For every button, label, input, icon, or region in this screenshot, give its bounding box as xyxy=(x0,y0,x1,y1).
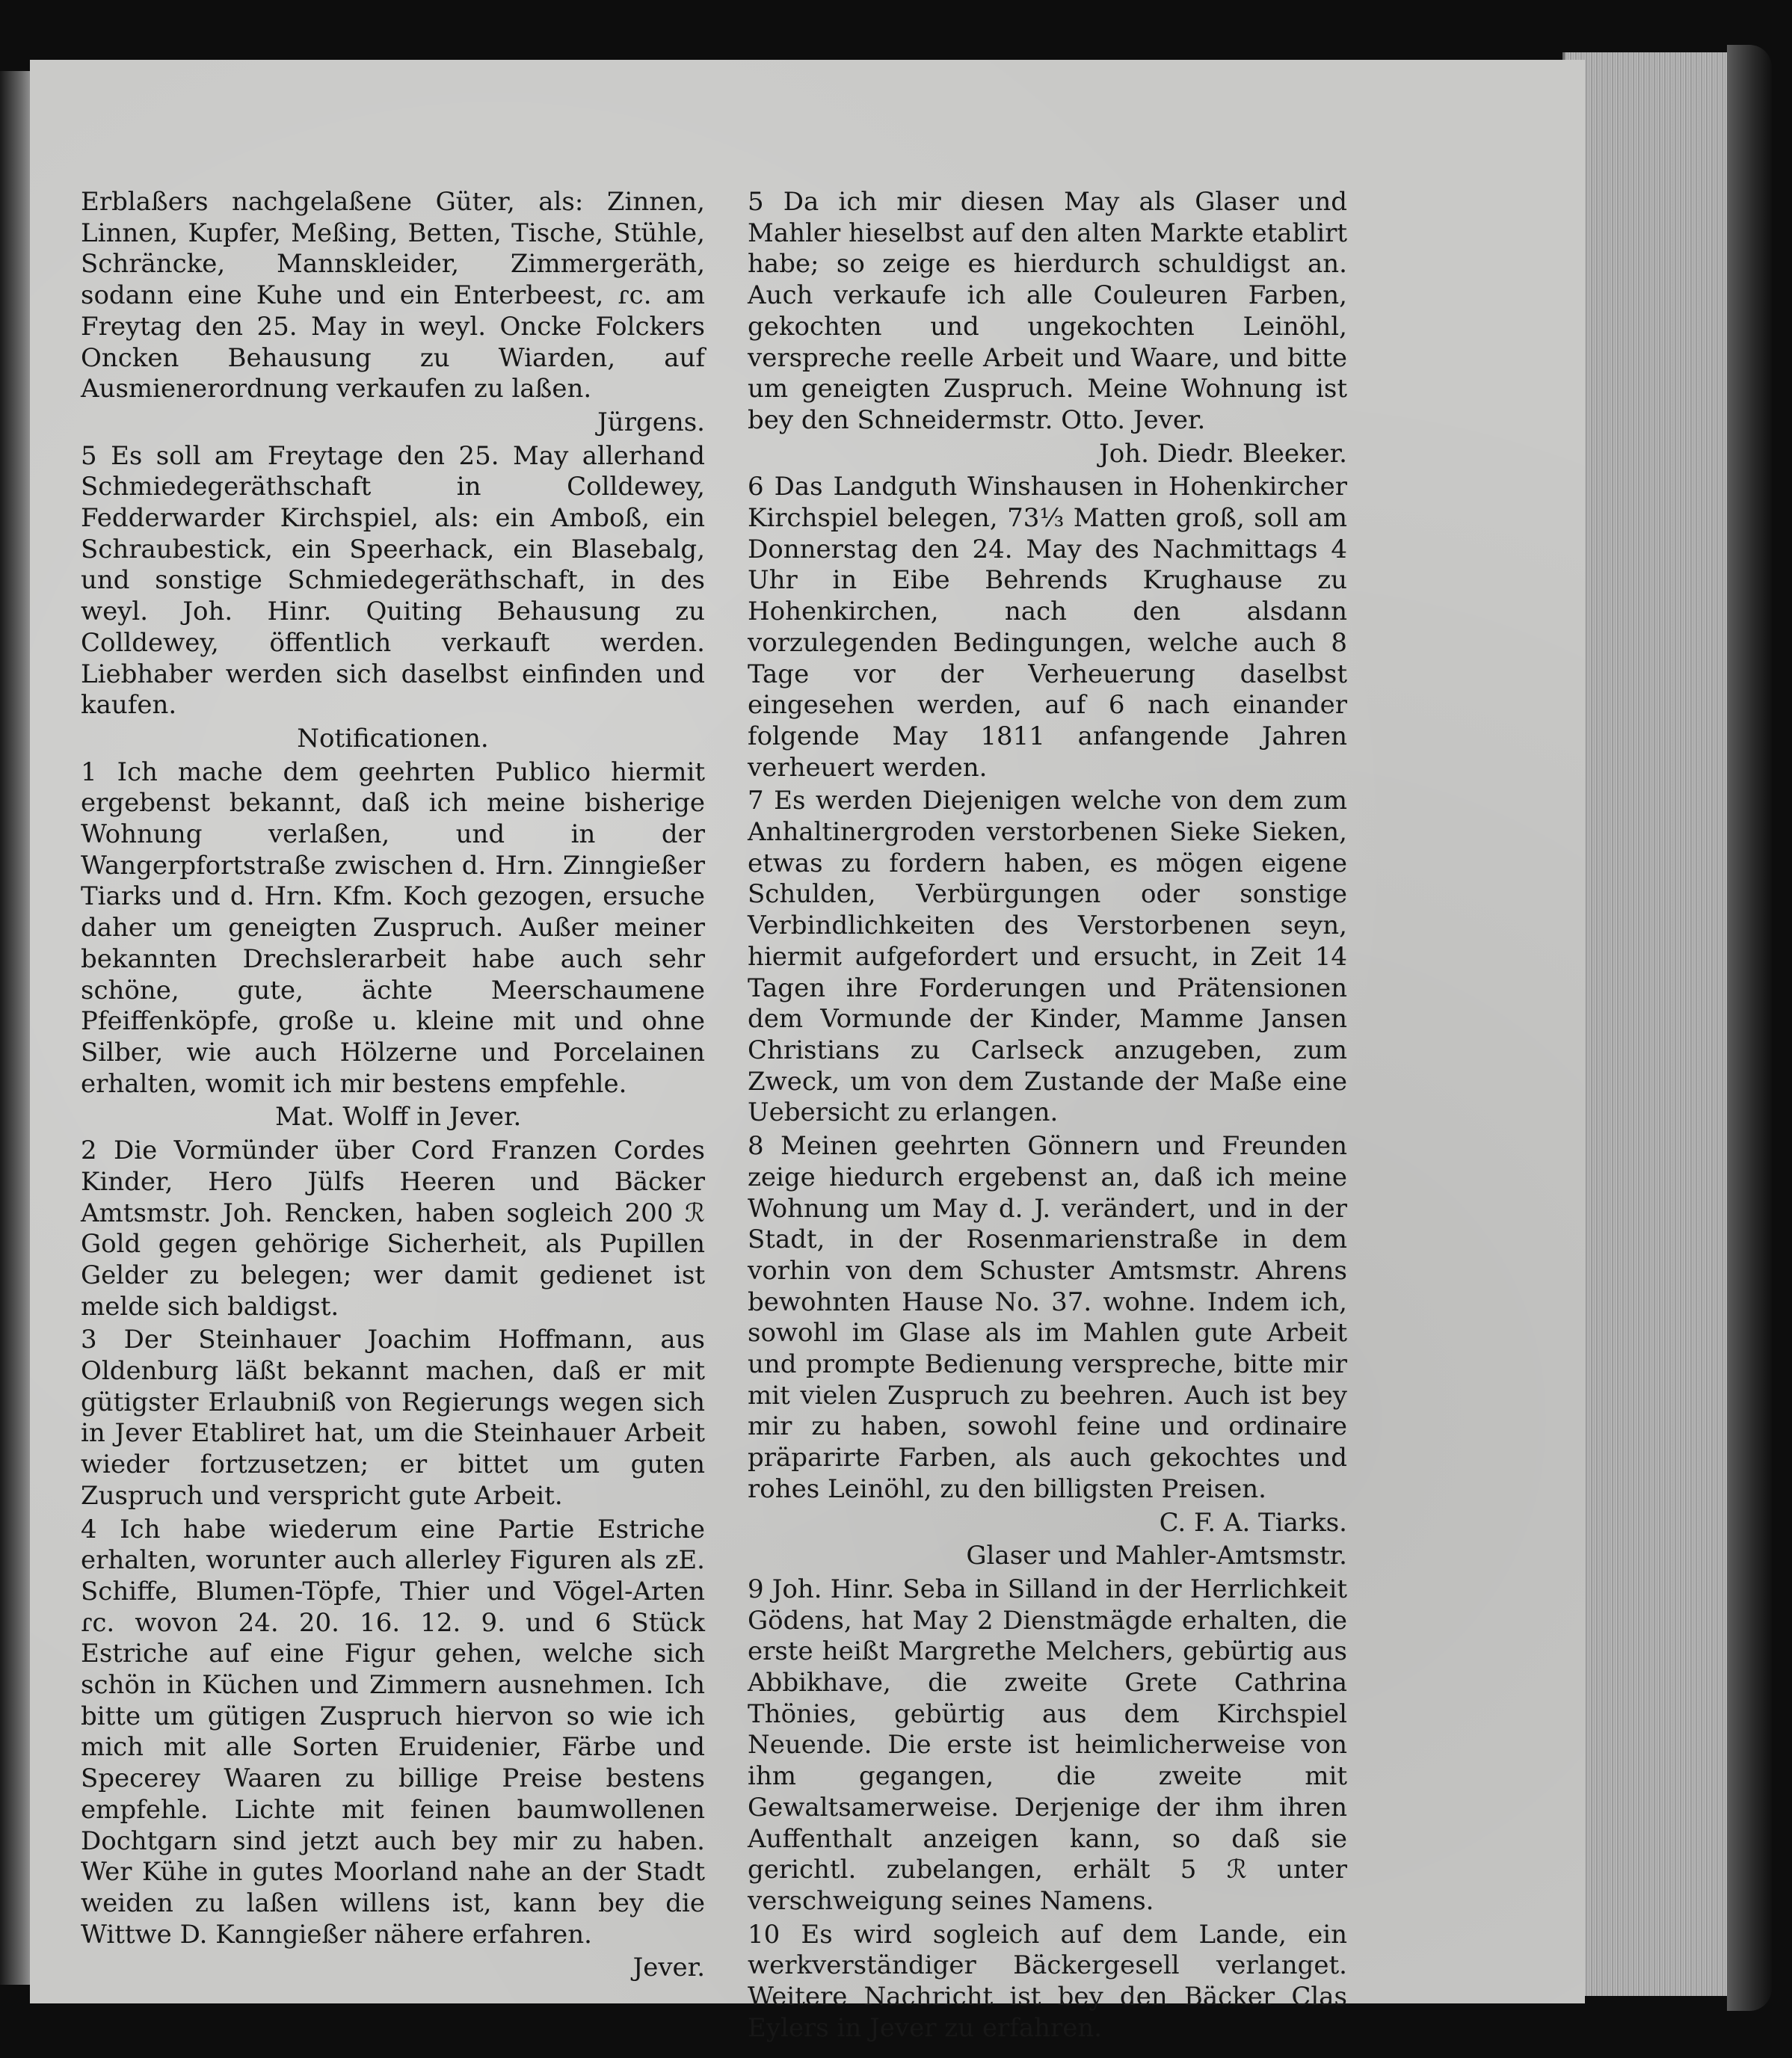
notification-10: 10 Es wird sogleich auf dem Lande, ein werkverständiger Bäckergesell verlanget. Weitere Nachricht ist bey den Bäcker Clas Eylers in Jever zu erfahren. xyxy=(748,1919,1347,2043)
notification-4: 4 Ich habe wiederum eine Partie Estriche erhalten, worunter auch allerley Figuren als zE. Schiffe, Blumen-Töpfe, Thier und Vögel-Arten ɾc. wovon 24. 20. 16. 12. 9. und 6 Stück Estriche auf eine Figur gehen, welche sich schön in Küchen und Zimmern ausnehmen. Ich bitte um gütigen Zuspruch hiervon so wie ich mich mit alle Sorten Eruidenier, Färbe und Specerey Waaren zu billige Preise bestens empfehle. Lichte mit feinen baumwollenen Dochtgarn sind jetzt auch bey mir zu haben. Wer Kühe in gutes Moorland nahe an der Stadt weiden zu laßen willens ist, kann bey die Wittwe D. Kanngießer nähere erfahren. xyxy=(81,1514,705,1950)
notification-2: 2 Die Vormünder über Cord Franzen Cordes Kinder, Hero Jülfs Heeren und Bäcker Amtsmstr. Joh. Rencken, haben sogleich 200 ℛ Gold gegen gehörige Sicherheit, als Pupillen Gelder zu belegen; wer damit gedienet ist melde sich baldigst. xyxy=(81,1136,705,1322)
notification-8-signature: C. F. A. Tiarks. xyxy=(1159,1507,1347,1538)
notification-1: 1 Ich mache dem geehrten Publico hiermit ergebenst bekannt, daß ich meine bisherige Wohnung verlaßen, und in der Wangerpfortstraße zwischen d. Hrn. Zinngießer Tiarks und d. Hrn. Kfm. Koch gezogen, ersuche daher um geneigten Zuspruch. Außer meiner bekannten Drechslerarbeit habe auch sehr schöne, gute, ächte Meerschaumene Pfeiffenköpfe, große u. kleine mit und ohne Silber, wie auch Hölzerne und Porcelainen erhalten, womit ich mir bestens empfehle. xyxy=(81,757,705,1099)
section-heading: Notificationen. xyxy=(297,723,489,754)
notification-7: 7 Es werden Diejenigen welche von dem zum Anhaltinergroden verstorbenen Sieke Sieken, etwas zu fordern haben, es mögen eigene Schulden, Verbürgungen oder sonstige Verbindlichkeiten des Verstorbenen seyn, hiermit aufgefordert und ersucht, in Zeit 14 Tagen ihre Forderungen und Prätensionen dem Vormunde der Kinder, Mamme Jansen Christians zu Carlseck anzugeben, zum Zweck, um von dem Zustande der Maße eine Uebersicht zu erlangen. xyxy=(748,786,1347,1128)
notification-5-signature: Joh. Diedr. Bleeker. xyxy=(1099,438,1347,469)
notice-continued: Erblaßers nachgelaßene Güter, als: Zinnen, Linnen, Kupfer, Meßing, Betten, Tische, Stühle, Schräncke, Mannskleider, Zimmergeräth, sodann eine Kuhe und ein Enterbeest, ɾc. am Freytag den 25. May in weyl. Oncke Folckers Oncken Behausung zu Wiarden, auf Ausmienerordnung verkaufen zu laßen. xyxy=(81,187,705,404)
notification-6: 6 Das Landguth Winshausen in Hohenkircher Kirchspiel belegen, 73⅓ Matten groß, soll am Donnerstag den 24. May des Nachmittags 4 Uhr in Eibe Behrends Krughause zu Hohenkirchen, nach den alsdann vorzulegenden Bedingungen, welche auch 8 Tage vor der Verheuerung daselbst eingesehen werden, auf 6 nach einander folgende May 1811 anfangende Jahren verheuert werden. xyxy=(748,472,1347,783)
notification-3: 3 Der Steinhauer Joachim Hoffmann, aus Oldenburg läßt bekannt machen, daß er mit gütigster Erlaubniß von Regierungs wegen sich in Jever Etabliret hat, um die Steinhauer Arbeit wieder fortzusetzen; er bittet um guten Zuspruch und verspricht gute Arbeit. xyxy=(81,1325,705,1511)
notification-9: 9 Joh. Hinr. Seba in Silland in der Herrlichkeit Gödens, hat May 2 Dienstmägde erhalten, die erste heißt Margrethe Melchers, gebürtig aus Abbikhave, die zweite Grete Cathrina Thönies, gebürtig aus dem Kirchspiel Neuende. Die erste ist heimlicherweise von ihm gegangen, die zweite mit Gewaltsamerweise. Derjenige der ihm ihren Auffenthalt anzeigen kann, so daß sie gerichtl. zubelangen, erhält 5 ℛ unter verschweigung seines Namens. xyxy=(748,1574,1347,1916)
notification-8-title: Glaser und Mahler-Amtsmstr. xyxy=(966,1541,1347,1571)
notification-8: 8 Meinen geehrten Gönnern und Freunden zeige hiedurch ergebenst an, daß ich meine Wohnung um May d. J. verändert, und in der Stadt, in der Rosenmarienstraße in dem vorhin von dem Schuster Amtsmstr. Ahrens bewohnten Hause No. 37. wohne. Indem ich, sowohl im Glase als im Mahlen gute Arbeit und prompte Bedienung verspreche, bitte mir mit vielen Zuspruch zu beehren. Auch ist bey mir zu haben, sowohl feine und ordinaire präparirte Farben, als auch gekochtes und rohes Leinöhl, zu den billigsten Preisen. xyxy=(748,1131,1347,1504)
left-column xyxy=(81,187,705,1984)
notice-signature: Jürgens. xyxy=(597,407,705,437)
book-cover-edge xyxy=(1727,45,1772,2011)
page-stack-edge xyxy=(1562,52,1740,1996)
notification-5: 5 Da ich mir diesen May als Glaser und Mahler hieselbst auf den alten Markte etablirt habe; so zeige es hierdurch schuldigst an. Auch verkaufe ich alle Couleuren Farben, gekochten und ungekochten Leinöhl, verspreche reelle Arbeit und Waare, und bitte um geneigten Zuspruch. Meine Wohnung ist bey den Schneidermstr. Otto. Jever. xyxy=(748,187,1347,435)
right-column xyxy=(748,187,1347,2044)
notification-1-signature: Mat. Wolff in Jever. xyxy=(275,1102,522,1133)
notification-4-signature: Jever. xyxy=(632,1953,705,1983)
notice-5-sale: 5 Es soll am Freytage den 25. May allerhand Schmiedegeräthschaft in Colldewey, Fedderwarder Kirchspiel, als: ein Amboß, ein Schraubestick, ein Speerhack, ein Blasebalg, und sonstige Schmiedegeräthschaft, in des weyl. Joh. Hinr. Quiting Behausung zu Colldewey, öffentlich verkauft werden. Liebhaber werden sich daselbst einfinden und kaufen. xyxy=(81,440,705,721)
